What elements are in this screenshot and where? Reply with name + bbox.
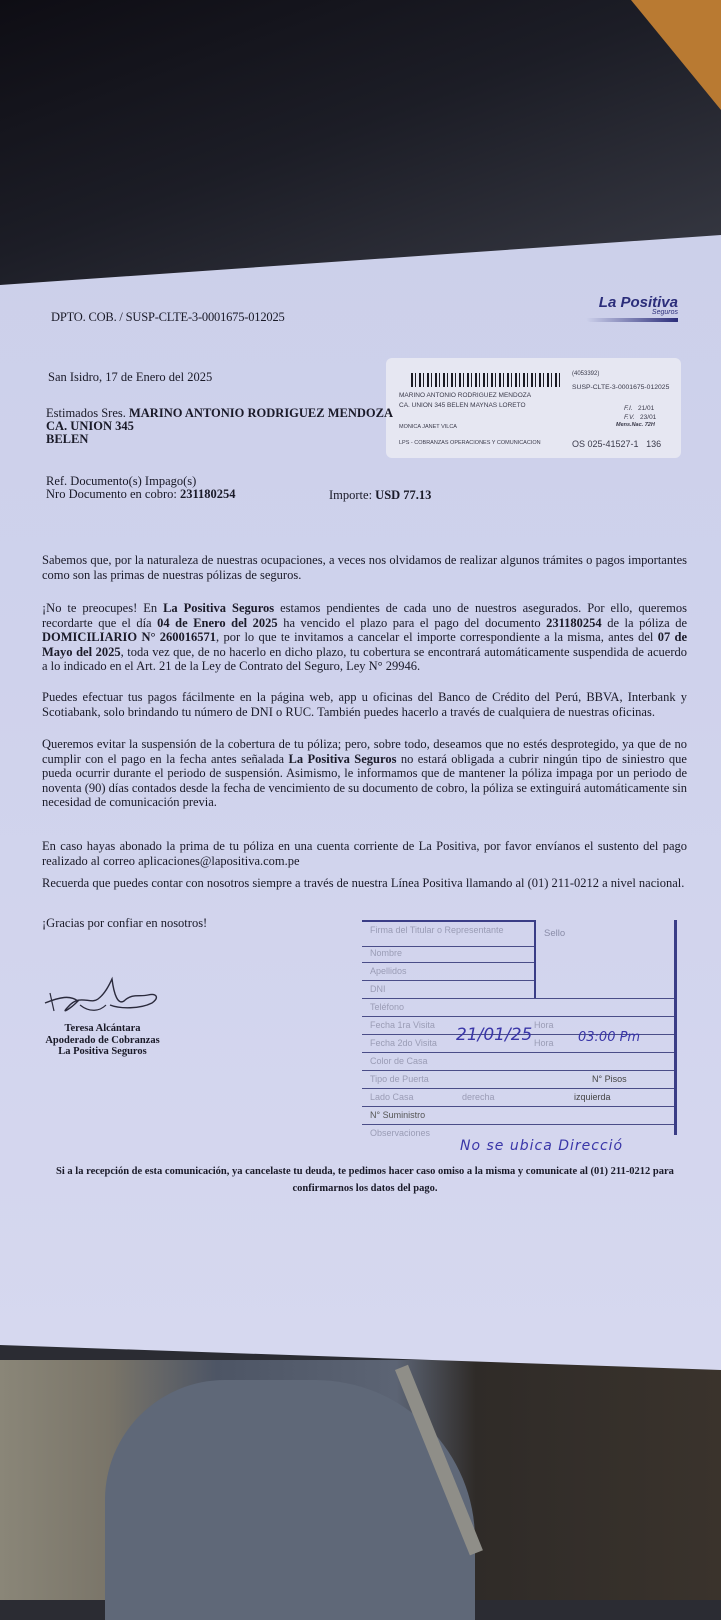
company-logo — [586, 294, 678, 334]
stamp-row-telefono — [362, 999, 677, 1017]
thanks-line: ¡Gracias por confiar en nosotros! — [42, 916, 208, 930]
stamp-label-izquierda: izquierda — [574, 1092, 611, 1102]
amount-value: USD 77.13 — [375, 488, 432, 502]
label-small-ref: (4053392) — [572, 371, 600, 377]
signatory-block — [35, 1023, 170, 1058]
label-os-code: OS 025-41527-1 — [572, 439, 639, 449]
footer-note: Si a la recepción de esta comunicación, ya cancelaste tu deuda, te pedimos hacer caso omiso a la misma y comunicate al (01) 211-0212 para confirmarnos los datos del pago. — [56, 1166, 674, 1194]
label-os — [572, 439, 661, 449]
stamp-label-firma: Firma del Titular o Representante — [370, 925, 504, 935]
signatory-role: Apoderado de Cobranzas — [45, 1034, 160, 1046]
addressee-name: MARINO ANTONIO RODRIGUEZ MENDOZA — [128, 406, 394, 420]
document-label: Nro Documento en cobro: — [46, 487, 177, 501]
paragraph-reminder: ¡No te preocupes! En La Positiva Seguros estamos pendientes de cada uno de nuestros asegurados. Por ello, queremos recordarte que el día 04 de Enero del 2025 ha vencido el plazo para el pago del documento 231180254 de la póliza de DOMICILIARIO N° 260016571, por lo que te invitamos a cancelar el importe correspondiente a la misma, antes del 07 de Mayo del 2025, toda vez que, de no hacerlo en dicho plazo, tu cobertura se encontrará automáticamente suspendida de acuerdo a lo indicado en el Art. 21 de la Ley de Contrato del Seguro, Ley N° 29946. — [42, 601, 687, 674]
label-fv-key: F.V. — [624, 414, 635, 421]
stamp-label-visita2: Fecha 2do Visita — [370, 1038, 437, 1048]
stamp-row-puerta — [362, 1071, 677, 1089]
paragraph-intro: Sabemos que, por la naturaleza de nuestras ocupaciones, a veces nos olvidamos de realizar algunos trámites o pagos importantes como son las primas de nuestras pólizas de seguros. — [42, 553, 687, 582]
stamp-row-lado — [362, 1089, 677, 1107]
stamp-label-hora2: Hora — [534, 1038, 554, 1048]
stamp-row-color — [362, 1053, 677, 1071]
stamp-label-telefono: Teléfono — [370, 1002, 405, 1012]
label-address: CA. UNION 345 BELEN MAYNAS LORETO — [399, 402, 526, 409]
label-department: LPS - COBRANZAS OPERACIONES Y COMUNICACION — [399, 440, 541, 446]
stamp-row-apellidos — [362, 963, 534, 981]
addressee-greeting: Estimados Sres. — [46, 406, 126, 420]
handwritten-observation: No se ubica Direcció — [460, 1138, 624, 1154]
paragraph-already-paid: En caso hayas abonado la prima de tu póliza en una cuenta corriente de La Positiva, por favor envíanos el sustento del pago realizado al correo aplicaciones@lapositiva.com.pe — [42, 839, 687, 868]
stamp-label-hora1: Hora — [534, 1020, 554, 1030]
stamp-label-sello: Sello — [544, 928, 566, 939]
label-fv — [624, 414, 656, 421]
stamp-row-firma — [362, 920, 534, 947]
label-fi — [624, 405, 654, 412]
stamp-row-dni — [362, 981, 677, 999]
stamp-label-apellidos: Apellidos — [370, 966, 407, 976]
reference-title: Ref. Documento(s) Impago(s) — [46, 474, 197, 488]
handwritten-visit-date: 21/01/25 — [456, 1025, 533, 1045]
stamp-label-suministro: N° Suministro — [370, 1110, 426, 1120]
logo-subtitle: Seguros — [651, 309, 678, 316]
amount-label: Importe: — [329, 488, 373, 502]
document-number: 231180254 — [180, 487, 236, 501]
paragraph-hotline: Recuerda que puedes contar con nosotros siempre a través de nuestra Línea Positiva llamando al (01) 211-0212 a nivel nacional. — [42, 876, 685, 890]
stamp-label-observaciones: Observaciones — [370, 1128, 431, 1138]
stamp-label-lado: Lado Casa — [370, 1092, 414, 1102]
amount-line — [329, 488, 431, 503]
stamp-frame-edge — [674, 920, 677, 1135]
label-mens: Mens.Nac. 72H — [616, 422, 655, 428]
label-fi-key: F.I. — [624, 405, 633, 412]
barcode-icon — [411, 373, 561, 387]
label-fi-value: 21/01 — [637, 405, 655, 412]
paragraph-payment-channels: Puedes efectuar tus pagos fácilmente en la página web, app u oficinas del Banco de Crédito del Perú, BBVA, Interbank y Scotiabank, solo brindando tu número de DNI o RUC. También puedes hacerlo a través de cualquiera de nuestras oficinas. — [42, 690, 687, 719]
label-agent: MONICA JANET VILCA — [399, 424, 457, 430]
stamp-label-puerta: Tipo de Puerta — [370, 1074, 429, 1084]
paragraph-suspension: Queremos evitar la suspensión de la cobertura de tu póliza; pero, sobre todo, deseamos que no estés desprotegido, ya que de no cumplir con el pago en la fecha antes señalada La Positiva Seguros no estará obligada a cubrir ningún tipo de siniestro que pueda ocurrir durante el periodo de suspensión. Asimismo, le informamos que de mantener la póliza impaga por un periodo de noventa (90) días contados desde la fecha de vencimiento de su documento de cobro, la póliza se extinguirá automáticamente sin necesidad de comunicación previa. — [42, 737, 687, 810]
stamp-row-suministro — [362, 1107, 677, 1125]
logo-name: La Positiva — [598, 294, 678, 311]
reference-block — [46, 475, 236, 501]
letter-date: San Isidro, 17 de Enero del 2025 — [48, 370, 213, 384]
stamp-label-visita1: Fecha 1ra Visita — [370, 1020, 435, 1030]
department-reference-code: DPTO. COB. / SUSP-CLTE-3-0001675-012025 — [51, 310, 285, 324]
stamp-label-dni: DNI — [370, 984, 386, 994]
label-os-number: 136 — [646, 439, 662, 449]
addressee-street: CA. UNION 345 — [46, 419, 134, 433]
stamp-label-nombre: Nombre — [370, 948, 403, 958]
handwritten-signature — [40, 975, 165, 1020]
label-fv-value: 23/01 — [640, 414, 657, 421]
label-name: MARINO ANTONIO RODRIGUEZ MENDOZA — [399, 392, 532, 399]
signatory-name: Teresa Alcántara — [64, 1023, 141, 1034]
signatory-company: La Positiva Seguros — [58, 1046, 147, 1057]
logo-swoosh-icon — [586, 318, 678, 322]
addressee-block — [46, 407, 393, 446]
addressee-city: BELEN — [46, 432, 89, 446]
stamp-label-color: Color de Casa — [370, 1056, 428, 1066]
mailing-label — [386, 358, 681, 458]
stamp-row-nombre — [362, 945, 534, 963]
handwritten-visit-time: 03:00 Pm — [578, 1030, 641, 1045]
stamp-label-pisos: N° Pisos — [592, 1074, 627, 1084]
label-code: SUSP-CLTE-3-0001675-012025 — [572, 384, 670, 391]
stamp-label-derecha: derecha — [462, 1092, 495, 1102]
